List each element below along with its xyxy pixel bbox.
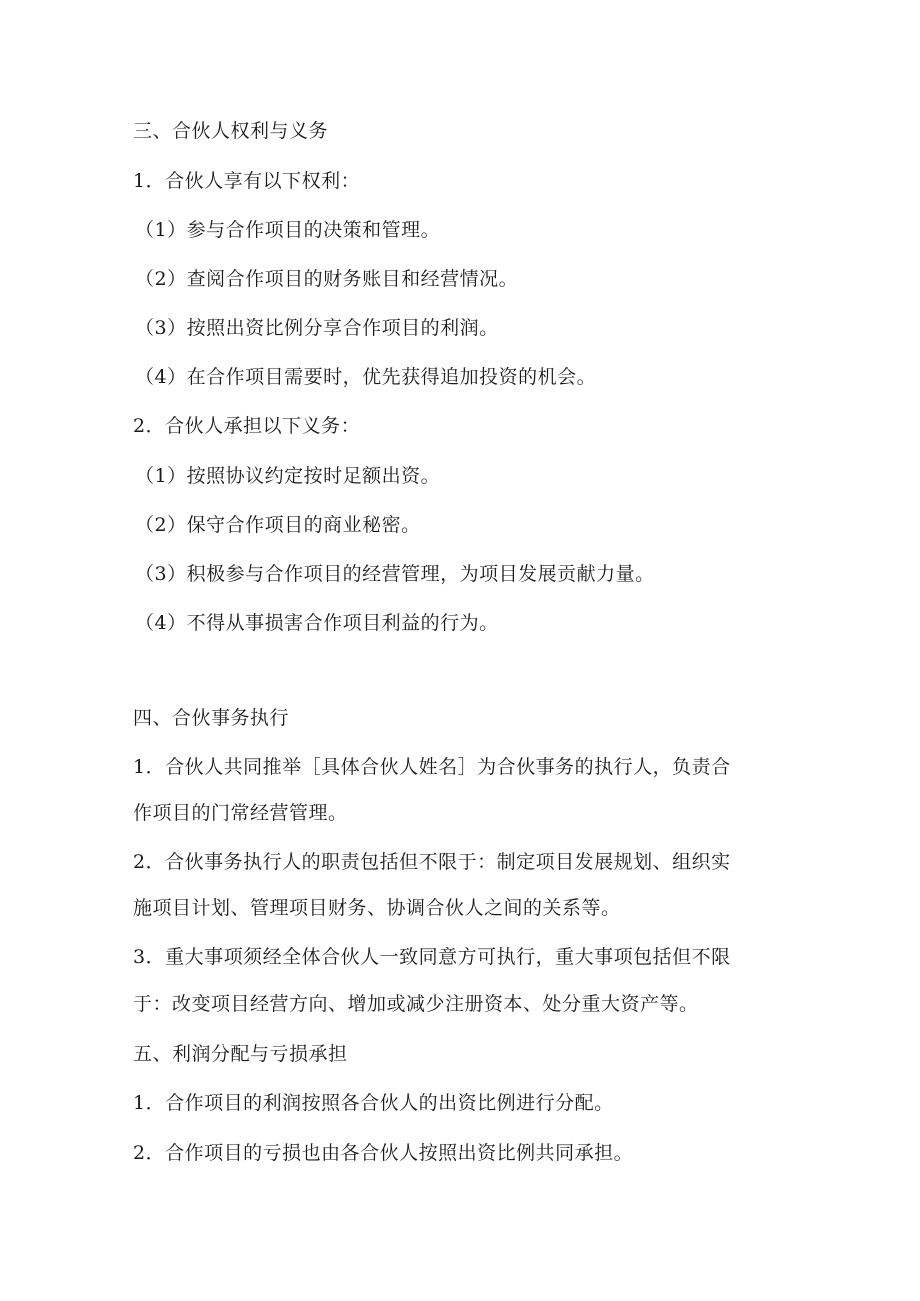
section-5-heading: 五、利润分配与亏损承担 [133,1043,348,1065]
section-3-heading: 三、合伙人权利与义务 [133,120,329,142]
section-3-rights-intro: 1．合伙人享有以下权利： [133,170,361,192]
section-4-para-2-line-2: 施项目计划、管理项目财务、协调合伙人之间的关系等。 [133,897,621,919]
duties-item-2: （2）保守合作项目的商业秘密。 [135,514,421,536]
section-4-heading: 四、合伙事务执行 [133,707,290,729]
rights-item-3: （3）按照出资比例分享合作项目的利润。 [135,317,499,339]
duties-item-3: （3）积极参与合作项目的经营管理，为项目发展贡献力量。 [135,563,655,585]
section-4-para-3-line-1: 3．重大事项须经全体合伙人一致同意方可执行，重大事项包括但不限 [133,946,731,968]
duties-item-1: （1）按照协议约定按时足额出资。 [135,465,441,487]
section-4-para-1-line-1: 1．合伙人共同推举［具体合伙人姓名］为合伙事务的执行人，负责合 [133,756,731,778]
section-3-duties-intro: 2．合伙人承担以下义务： [133,415,361,437]
duties-item-4: （4）不得从事损害合作项目利益的行为。 [135,612,499,634]
section-5-para-1: 1．合作项目的利润按照各合伙人的出资比例进行分配。 [133,1092,614,1114]
section-4-para-2-line-1: 2．合伙事务执行人的职责包括但不限于：制定项目发展规划、组织实 [133,851,731,873]
rights-item-2: （2）查阅合作项目的财务账目和经营情况。 [135,268,519,290]
rights-item-1: （1）参与合作项目的决策和管理。 [135,219,441,241]
section-4-para-1-line-2: 作项目的门常经营管理。 [133,802,348,824]
section-4-para-3-line-2: 于：改变项目经营方向、增加或减少注册资本、处分重大资产等。 [133,993,699,1015]
rights-item-4: （4）在合作项目需要时，优先获得追加投资的机会。 [135,366,597,388]
section-5-para-2: 2．合作项目的亏损也由各合伙人按照出资比例共同承担。 [133,1142,634,1164]
